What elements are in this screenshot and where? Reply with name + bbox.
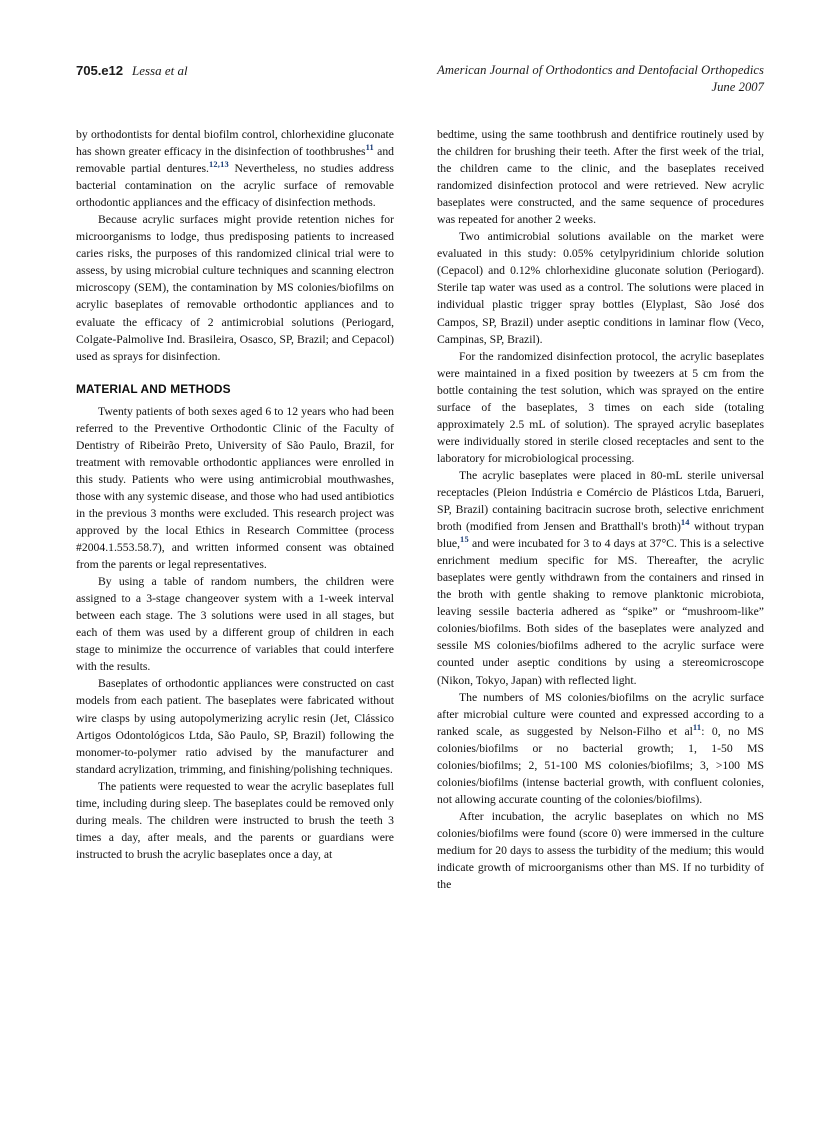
paragraph: The numbers of MS colonies/biofilms on the acrylic surface after microbial culture were counted and expressed according to a ranked scale, as suggested by Nelson-Filho et al$^{11}$: 0, no MS colonies/biofilms or no bacterial growth; 1, 1-50 MS colonies/biofilms; 2, 51-100 MS colonies/biofilms; 3, >100 MS colonies/biofilms (intense bacterial growth, with confluent colonies, not allowing accurate counting of the colonies/biofilms). xyxy=(437,690,764,806)
journal-title: American Journal of Orthodontics and Dentofacial Orthopedics xyxy=(437,63,764,77)
reference-citation[interactable]: 15 xyxy=(460,534,469,545)
section-heading-material-and-methods: MATERIAL AND METHODS xyxy=(76,381,231,396)
journal-issue-date: June 2007 xyxy=(711,79,764,94)
reference-citation[interactable]: 12,13 xyxy=(208,159,229,170)
running-head xyxy=(76,62,764,108)
left-column-paragraphs-before-heading xyxy=(76,126,394,365)
page-folio: 705.e12 xyxy=(76,63,123,78)
body-column-left xyxy=(76,126,394,863)
reference-citation[interactable]: 11 xyxy=(365,142,374,153)
right-column-paragraphs xyxy=(437,126,764,893)
paragraph: Twenty patients of both sexes aged 6 to 12 years who had been referred to the Preventive Orthodontic Clinic of the Faculty of Dentistry of Ribeirão Preto, University of São Paulo, Brazil, for treatment with removable orthodontic appliances were enrolled in this study. Patients who were using antimicrobial mouthwashes, those with any systemic disease, and those who had used antibiotics in the previous 3 months were excluded. This research project was approved by the local Ethics in Research Committee (process #2004.1.553.58.7), and written informed consent was obtained from the parents or legal representatives. xyxy=(76,404,394,572)
left-column-paragraphs-after-heading xyxy=(76,403,394,863)
reference-citation[interactable]: 11 xyxy=(692,721,702,732)
paragraph: by orthodontists for dental biofilm control, chlorhexidine gluconate has shown greater efficacy in the disinfection of toothbrushes$^{11}$ and removable partial dentures.$^{12,13}$ Nevertheless, no studies address bacterial contamination on the acrylic surface of removable orthodontic appliances and the efficacy of disinfection methods. xyxy=(76,128,395,210)
paragraph: For the randomized disinfection protocol, the acrylic baseplates were maintained in a fixed position by tweezers at 5 cm from the bottle containing the test solution, which was sprayed on the entire surface of the baseplates, 3 times on each side (totaling approximately 2.5 mL of solution). The sprayed acrylic baseplates were individually stored in sterile closed receptacles and sent to the laboratory for microbiological processing. xyxy=(437,349,764,465)
paragraph: Baseplates of orthodontic appliances were constructed on cast models from each patient. The baseplates were fabricated without wire clasps by using autopolymerizing acrylic resin (Jet, Clássico Artigos Odontológicos Ltda, São Paulo, SP, Brazil) following the monomer-to-polymer ratio advised by the manufacturer and standard acrylization, trimming, and finishing/polishing techniques. xyxy=(76,677,394,776)
body-column-right xyxy=(437,126,764,893)
paragraph: The patients were requested to wear the acrylic baseplates full time, including during sleep. The baseplates could be removed only during meals. The children were instructed to brush the teeth 3 times a day, after meals, and the parents or guardians were instructed to brush the acrylic baseplates once a day, at xyxy=(76,779,394,861)
paragraph: The acrylic baseplates were placed in 80-mL sterile universal receptacles (Pleion Indústria e Comércio de Plásticos Ltda, Barueri, SP, Brazil) containing bacitracin sucrose broth, selective enrichment broth (modified from Jensen and Bratthall's broth)$^{14}$ without trypan blue,$^{15}$ and were incubated for 3 to 4 days at 37°C. This is a selective enrichment medium specific for MS. Thereafter, the acrylic baseplates were gently withdrawn from the containers and rinsed in the broth with gentle shaking to remove planktonic microbiota, leaving sessile bacteria adhered as “spike” or “mushroom-like” colonies/biofilms. Both sides of the baseplates were analyzed and sessile MS colonies/biofilms adhered to the acrylic surface were counted under aseptic conditions by using a stereomicroscope (Nikon, Tokyo, Japan) with reflected light. xyxy=(437,468,765,687)
running-head-right xyxy=(437,62,764,95)
paragraph: After incubation, the acrylic baseplates on which no MS colonies/biofilms were found (score 0) were immersed in the culture medium for 20 days to assess the turbidity of the medium; this would indicate growth of microorganisms other than MS. If no turbidity of the xyxy=(437,809,764,892)
running-head-left xyxy=(76,62,188,80)
reference-citation[interactable]: 14 xyxy=(680,517,690,528)
paragraph: bedtime, using the same toothbrush and dentifrice routinely used by the children for brushing their teeth. After the first week of the trial, the children came to the clinic, and the baseplates received randomized disinfection protocol and were retrieved. New acrylic baseplates were constructed, and the same sequence of procedures was repeated for another 2 weeks. xyxy=(437,128,764,227)
running-head-authors: Lessa et al xyxy=(131,63,188,78)
paragraph: Two antimicrobial solutions available on the market were evaluated in this study: 0.05% cetylpyridinium chloride solution (Cepacol) and 0.12% chlorhexidine gluconate solution (Periogard). Sterile tap water was used as a control. The solutions were placed in individual plastic trigger spray bottles (Elyplast, São José dos Campos, SP, Brazil) under aseptic conditions in laminar flow (Veco, Campinas, SP, Brazil). xyxy=(437,230,764,346)
paragraph: Because acrylic surfaces might provide retention niches for microorganisms to lodge, thus predisposing patients to increased caries risks, the purposes of this randomized clinical trial were to assess, by using microbial culture techniques and scanning electron microscopy (SEM), the contamination by MS colonies/biofilms on acrylic baseplates of removable orthodontic appliances and to evaluate the efficacy of 2 antimicrobial solutions (Periogard, Colgate-Palmolive Ind. Brasileira, Osasco, SP, Brazil; and Cepacol) used as sprays for disinfection. xyxy=(76,213,394,363)
paragraph: By using a table of random numbers, the children were assigned to a 3-stage changeover system with a 1-week interval between each stage. The 3 solutions were used in all stages, but each of them was used by a different group of children in each stage to minimize the occurrence of variables that could interfere with the results. xyxy=(76,575,394,674)
